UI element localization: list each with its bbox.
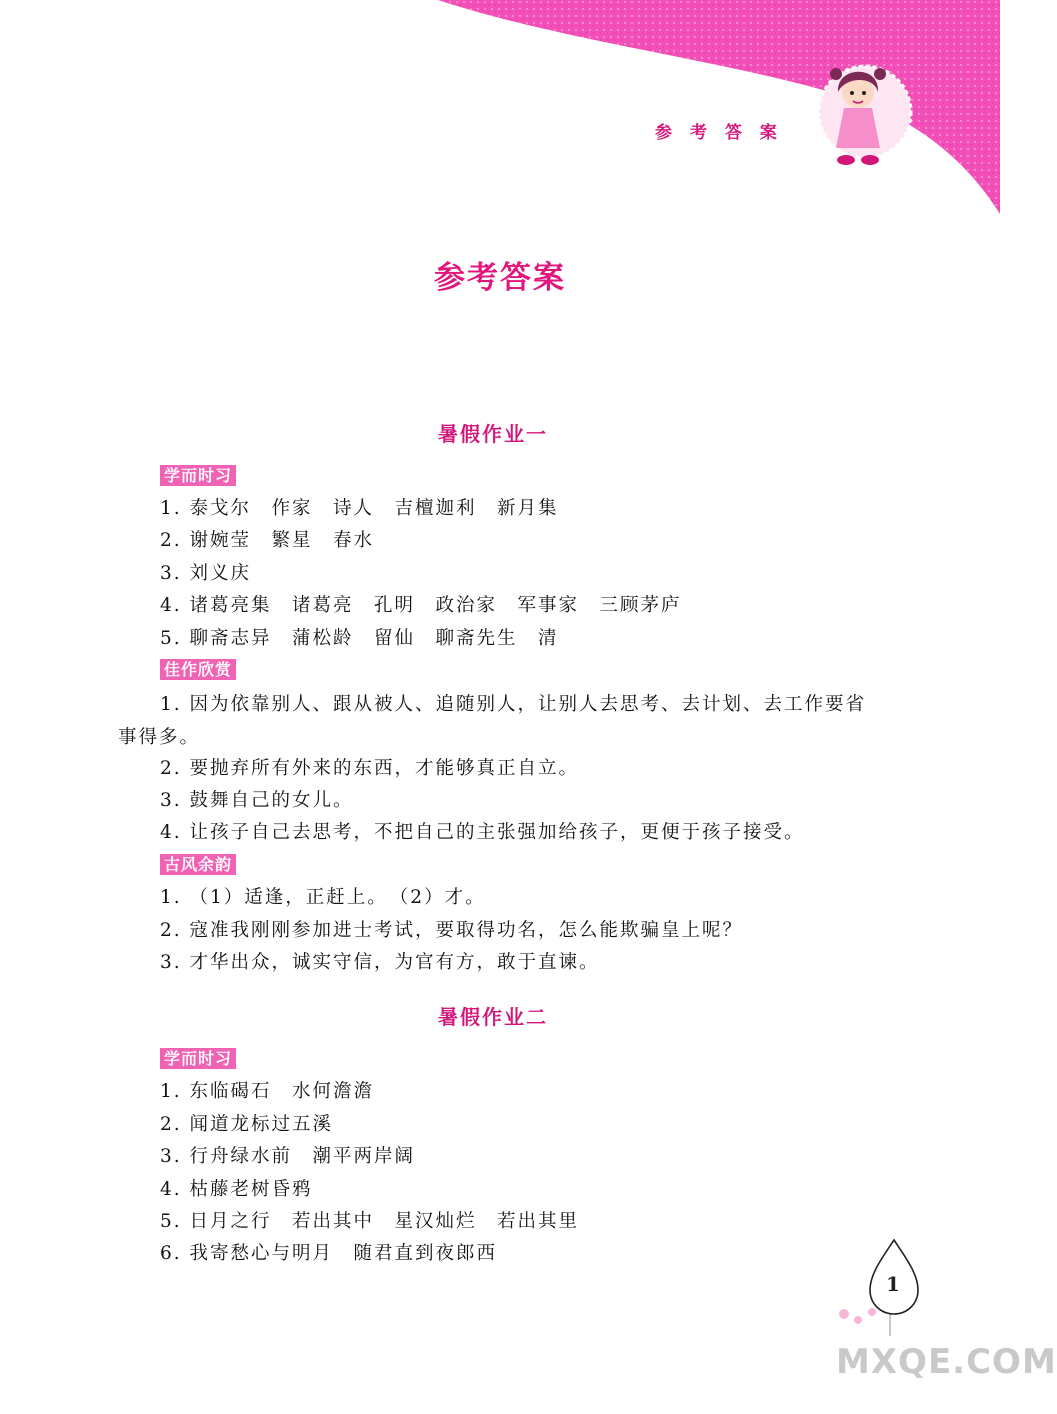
answer-line: 4. 诸葛亮集 诸葛亮 孔明 政治家 军事家 三顾茅庐 xyxy=(160,595,682,616)
answer-line: 4. 枯藤老树昏鸦 xyxy=(160,1179,313,1200)
answer-line: 3. 才华出众，诚实守信，为官有方，敢于直谏。 xyxy=(160,952,600,973)
sub-section-tag: 学而时习 xyxy=(160,465,236,486)
answer-line: 4. 让孩子自己去思考，不把自己的主张强加给孩子，更便于孩子接受。 xyxy=(160,822,805,843)
answer-line: 2. 谢婉莹 繁星 春水 xyxy=(160,530,375,551)
girl-illustration-icon xyxy=(819,66,911,165)
watermark: MXQE.COM xyxy=(836,1342,1057,1382)
answer-line: 1. （1）适逢，正赶上。 （2）才。 xyxy=(160,887,486,908)
answer-line: 3. 鼓舞自己的女儿。 xyxy=(160,790,354,811)
sub-section-tag: 古风余韵 xyxy=(160,854,236,875)
sub-section-tag: 佳作欣赏 xyxy=(160,659,236,680)
answer-line: 3. 行舟绿水前 潮平两岸阔 xyxy=(160,1146,416,1167)
answer-line: 1. 泰戈尔 作家 诗人 吉檀迦利 新月集 xyxy=(160,498,559,519)
header-badge: 参 考 答 案 xyxy=(655,123,783,143)
answer-line: 3. 刘义庆 xyxy=(160,563,252,584)
answer-line: 2. 要抛弃所有外来的东西，才能够真正自立。 xyxy=(160,758,580,779)
answer-line: 1. 东临碣石 水何澹澹 xyxy=(160,1081,375,1102)
answer-line: 5. 日月之行 若出其中 星汉灿烂 若出其里 xyxy=(160,1211,580,1232)
header-banner xyxy=(0,0,1000,230)
sub-section-tag: 学而时习 xyxy=(160,1048,236,1069)
section-title: 暑假作业一 xyxy=(438,422,548,446)
section-title: 暑假作业二 xyxy=(438,1005,548,1029)
answer-paragraph: 1. 因为依靠别人、跟从被人、追随别人，让别人去思考、去计划、去工作要省事得多。 xyxy=(118,694,867,748)
page-number: 1 xyxy=(886,1272,900,1296)
answer-line: 2. 闻道龙标过五溪 xyxy=(160,1114,334,1135)
answer-line: 2. 寇准我刚刚参加进士考试，要取得功名，怎么能欺骗皇上呢？ xyxy=(160,920,744,941)
answer-line: 5. 聊斋志异 蒲松龄 留仙 聊斋先生 清 xyxy=(160,628,559,649)
page-title: 参考答案 xyxy=(434,260,566,296)
answer-line: 6. 我寄愁心与明月 随君直到夜郎西 xyxy=(160,1243,498,1264)
